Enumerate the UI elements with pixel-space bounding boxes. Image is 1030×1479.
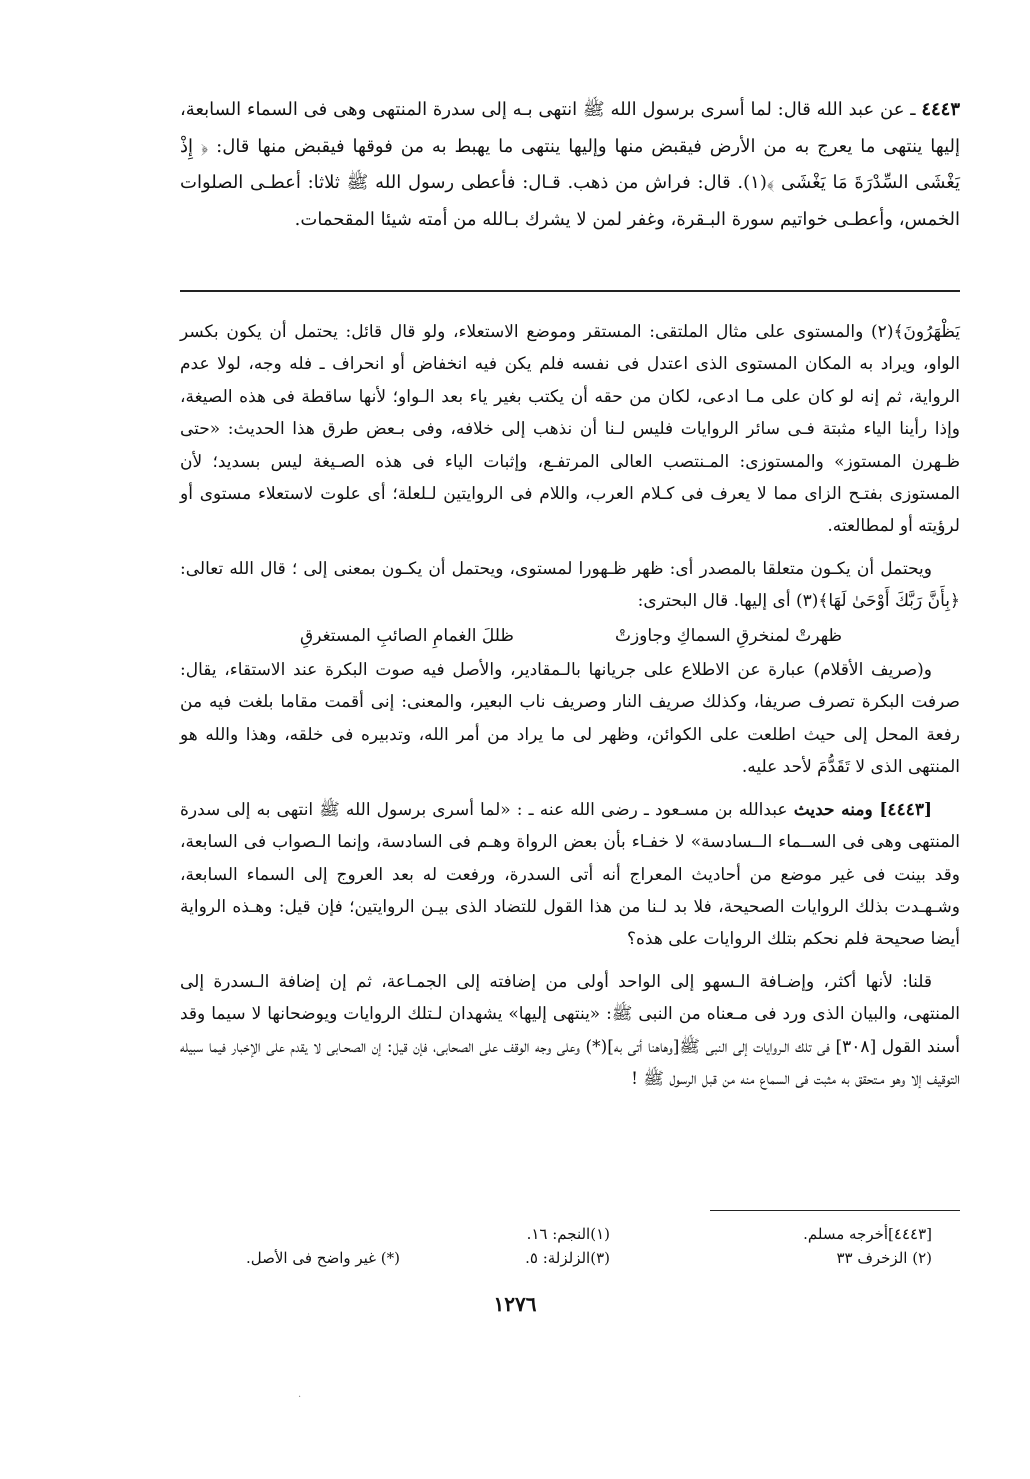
footnote-rule [710,1210,960,1211]
hadith-number: ٤٤٤٣ [921,99,960,120]
margin-mark: · [298,1392,302,1403]
commentary-paragraph-5: قلنا: لأنها أكثر، وإضـافة الـسهو إلى الواحد أولى من إضافته إلى الجمـاعة، ثم إن إضافة الـسدرة إلى المنتهى، والبيان الذى ورد فى مـعناه من النبى ﷺ: «ينتهى إليها» يشهدان لـتلك الروايات ويوضحانها لا سيما وقد أسند القول [٣٠٨] فى تلك الـروايات إلى النبى ﷺ[وهاهنا أتى به](*) وعلى وجه الوقف على الصحابى، فإن قيل: إن الصحـابى لا يقدم على الإخبار فيما سبيله التوقيف إلا وهو مـتحقق به مثبت فى السماع منه من قبل الرسول ﷺ ! [180,971,960,1089]
footnote-hadith-ref: [٤٤٤٣]أخرجه مسلم. [803,1225,932,1243]
page-number: ١٢٧٦ [493,1292,537,1316]
poem-hemistich-right: ظهرتْ لمنخرقِ السماكِ وجاوزتْ [614,625,842,646]
footnote-3: (٣)الزلزلة: ٥. [525,1249,610,1267]
commentary-paragraph-4-body: عبدالله بن مسـعود ـ رضى الله عنه ـ : «لما أسرى برسول الله ﷺ انتهى به إلى سدرة المنتهى وهى فى الســماء الــسادسة» لا خفـاء بأن بعض الرواة وهـم فى السادسة، وإنما الـصواب فى السابعة، وقد بينت فى غير موضع من أحاديث المعراج أنه أتى السدرة، ورفعت له بعد العروج إلى السماء السابعة، وشـهـدت بذلك الروايات الصحيحة، فلا بد لـنا من هذا القول للتضاد الذى بيـن الروايتين؛ فإن قيل: وهـذه الرواية أيضا صحيحة فلم نحكم بتلك الروايات على هذه؟ [180,799,960,950]
commentary-paragraph-4 [180,794,960,956]
hadith-text [180,92,960,238]
footnote-1: (١)النجم: ١٦. [526,1225,610,1243]
section-heading: [٤٤٤٣] ومنه حديث [793,799,932,820]
separator-rule [180,290,960,292]
hadith-body: ـ عن عبد الله قال: لما أسرى برسول الله ﷺ انتهى بـه إلى سدرة المنتهى وهى فى السماء السابعة، إليها ينتهى ما يعرج به من الأرض فيقبض منها وإليها ينتهى ما يهبط به من فوقها فيقبض منها قال: ﴿ إِذْ يَغْشَى السِّدْرَةَ مَا يَغْشَى ﴾(١). قال: فراش من ذهب. قـال: فأعطى رسول الله ﷺ ثلاثا: أعطـى الصلوات الخمس، وأعطـى خواتيم سورة البـقرة، وغفر لمن لا يشرك بـالله من أمته شيئا المقحمات. [180,99,960,230]
commentary-paragraph-3: و(صريف الأقلام) عبارة عن الاطلاع على جريانها بالـمقادير، والأصل فيه صوت البكرة عند الاستقاء، يقال: صرفت البكرة تصرف صريفا، وكذلك صريف النار وصريف ناب البعير، والمعنى: إنى أقمت مقاما بلغت فيه من رفعة المحل إلى حيث اطلعت على الكوائن، وظهر لى ما يراد من أمر الله، وتدبيره فى خلقه، وهذا والله هو المنتهى الذى لا تَقَدُّمَ لأحد عليه. [180,660,960,778]
footnote-2: (٢) الزخرف ٣٣ [836,1249,932,1267]
commentary [180,316,960,1095]
commentary-paragraph-1: يَظْهَرُونَ﴾(٢) والمستوى على مثال الملتقى: المستقر وموضع الاستعلاء، ولو قال قائل: يحتمل أن يكون بكسر الواو، ويراد به المكان المستوى الذى اعتدل فى نفسه فلم يكن فيه انخفاض أو انحراف ـ فله وجه، لولا عدم الرواية، ثم إنه لو كان على مـا ادعى، لكان من حقه أن يكتب بغير ياء بعد الـواو؛ لأنها ساقطة فى هذه الصيغة، وإذا رأينا الياء مثبتة فـى سائر الروايات فليس لـنا أن نذهب إلى خلافه، وفى بـعض طرق هذا الحديث: «حتى ظـهرن المستوز» والمستوزى: المـنتصب العالى المرتفـع، وإثبات الياء فى هذه الصـيغة ليس بسديد؛ لأن المستوزى بفتـح الزاى مما لا يعرف فى كـلام العرب، واللام فى الروايتين لـلعلة؛ أى علوت لاستعلاء مستوى أو لرؤيته أو لمطالعته. [180,322,960,537]
poem-verse [180,620,960,652]
commentary-paragraph-2: ويحتمل أن يكـون متعلقا بالمصدر أى: ظهر ظـهورا لمستوى، ويحتمل أن يكـون بمعنى إلى ؛ قال الله تعالى: ﴿بِأَنَّ رَبَّكَ أَوْحَىٰ لَهَا﴾(٣) أى إليها. قال البحترى: [180,558,960,612]
footnote-star: (*) غير واضح فى الأصل. [245,1249,400,1267]
poem-hemistich-left: ظللَ الغمامِ الصائبِ المستغرقِ [300,625,514,646]
